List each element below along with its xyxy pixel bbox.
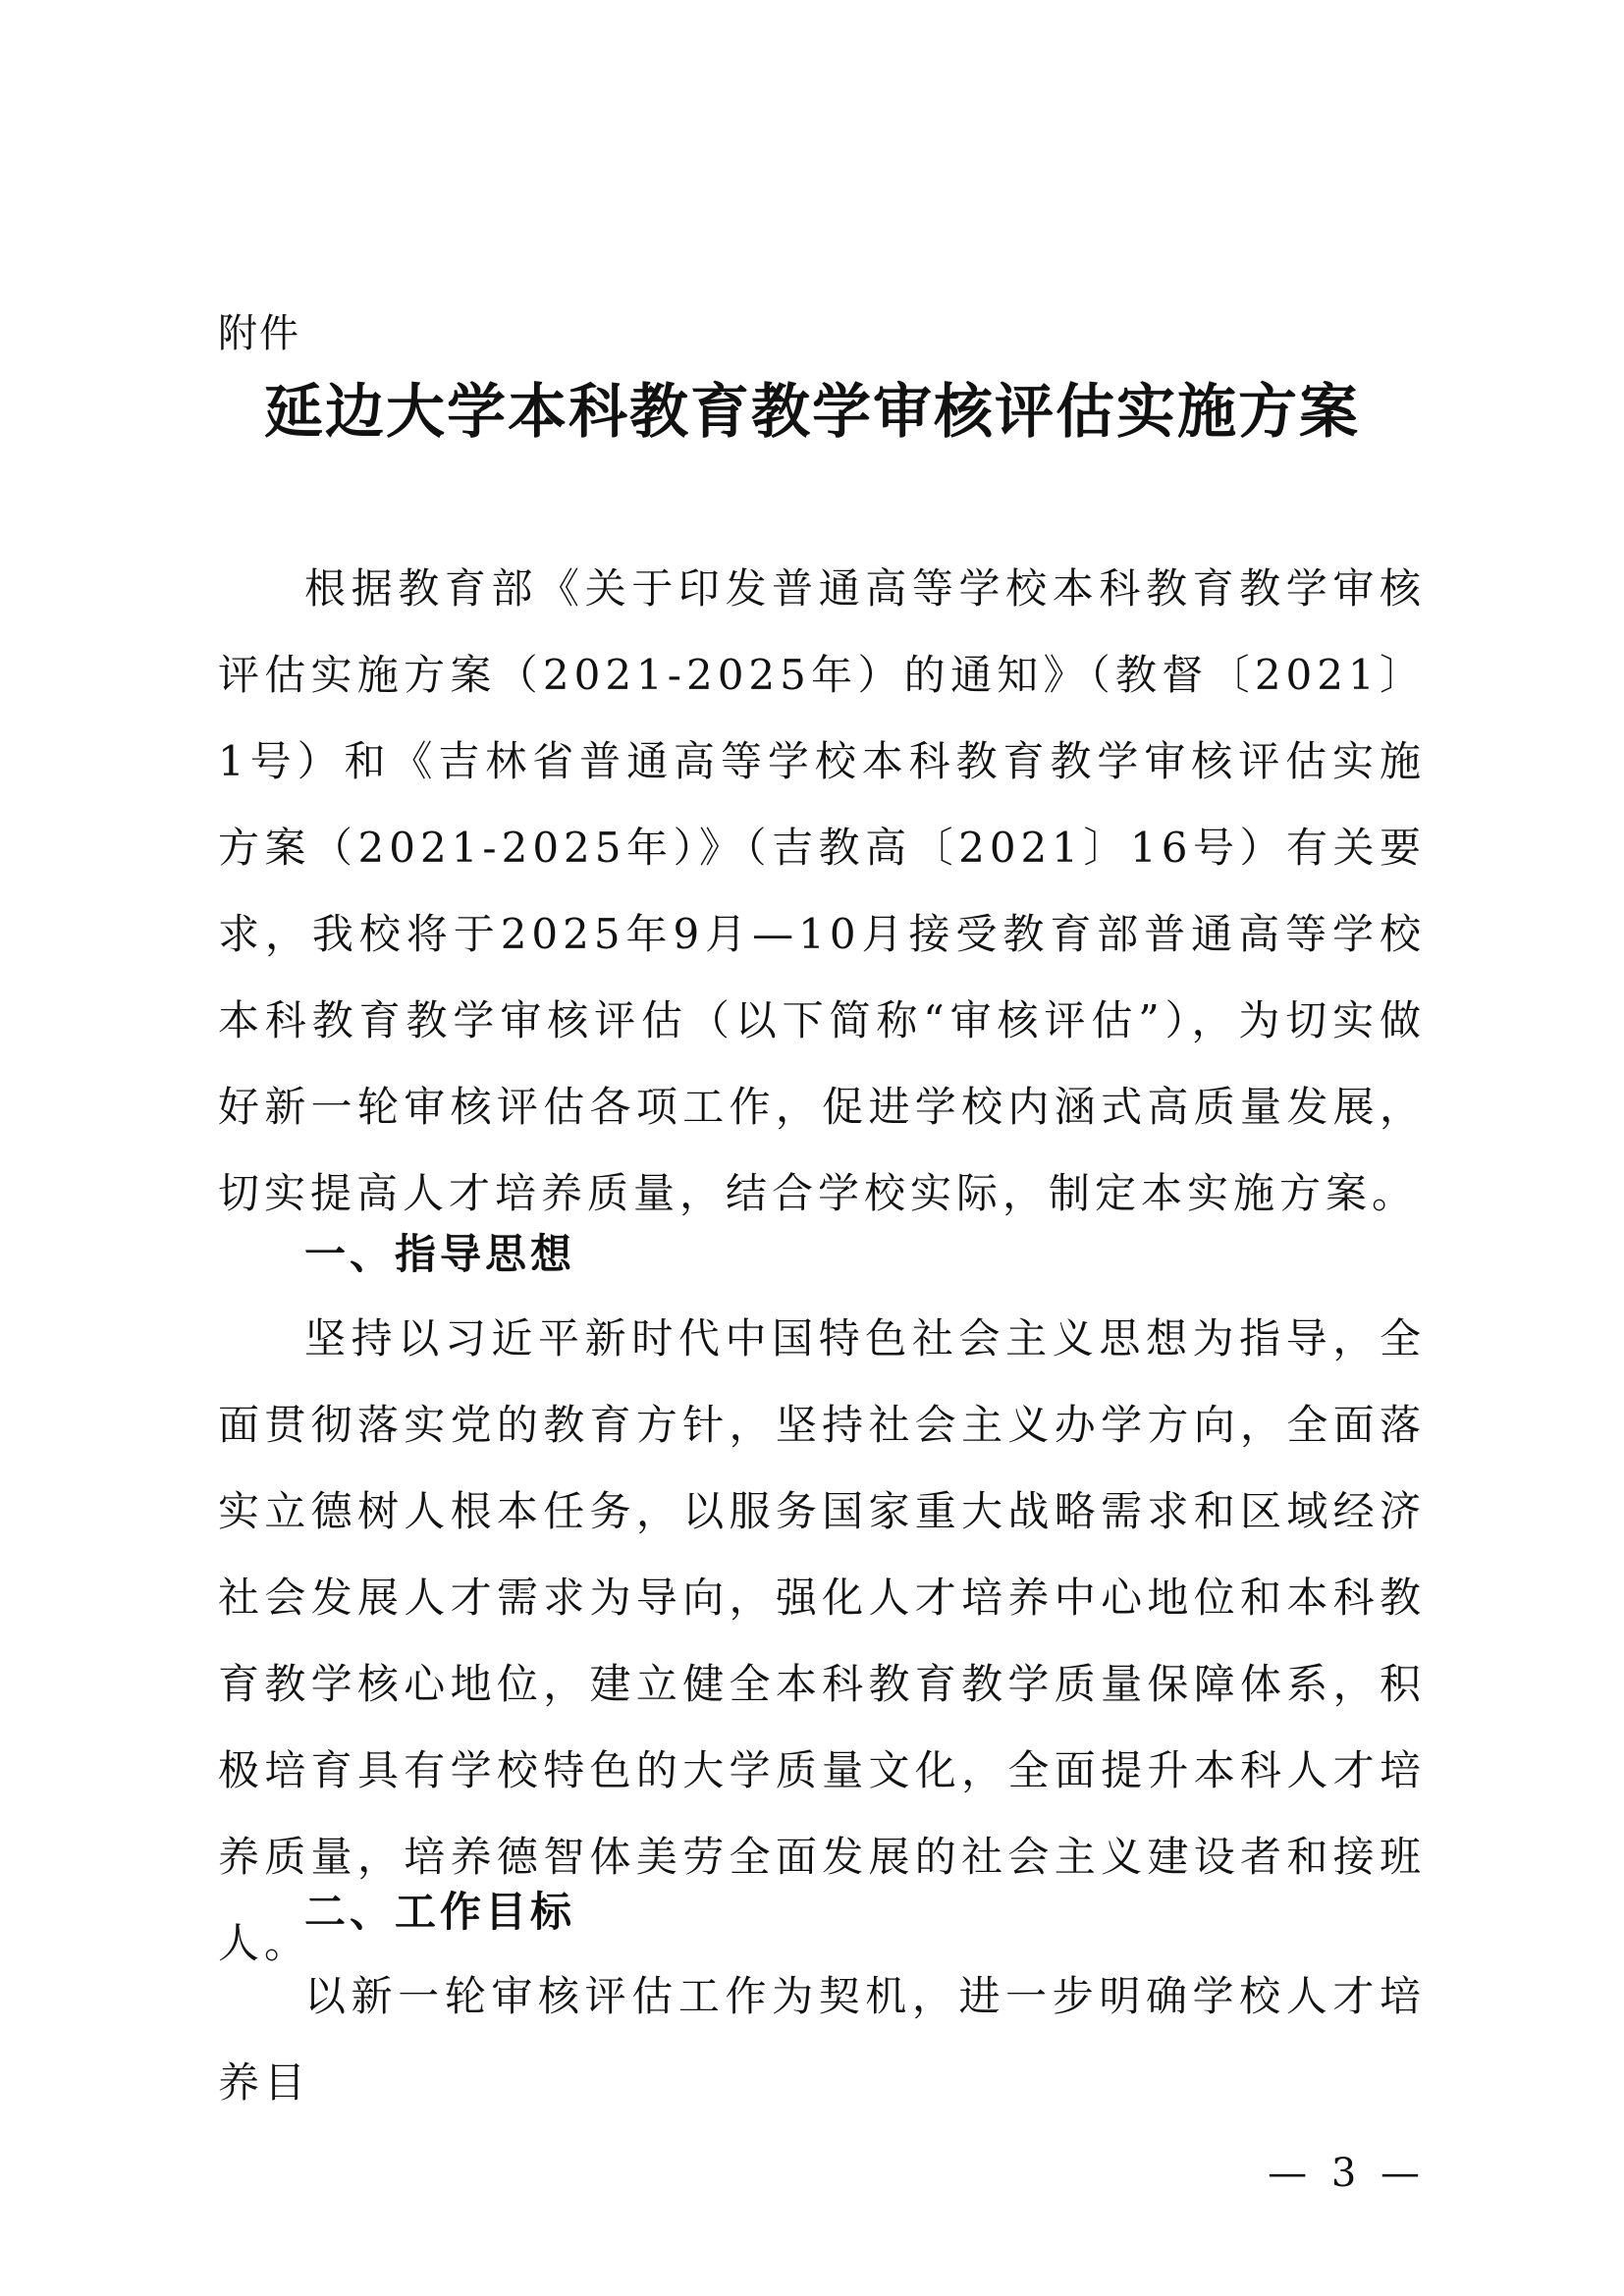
work-goals-paragraph: 以新一轮审核评估工作为契机，进一步明确学校人才培养目 (218, 1972, 1426, 2107)
document-title: 延边大学本科教育教学审核评估实施方案 (264, 378, 1360, 447)
intro-paragraph: 根据教育部《关于印发普通高等学校本科教育教学审核评估实施方案（2021-2025年）的通知》（教督〔2021〕1号）和《吉林省普通高等学校本科教育教学审核评估实施方案（2021-2025年）》（吉教高〔2021〕16号）有关要求，我校将于2025年9月—10月接受教育部普通高等学校本科教育教学审核评估（以下简称“审核评估”），为切实做好新一轮审核评估各项工作，促进学校内涵式高质量发展，切实提高人才培养质量，结合学校实际，制定本实施方案。 (218, 564, 1426, 1217)
section-heading-guiding-ideology: 一、指导思想 (304, 1230, 576, 1278)
attachment-label: 附件 (218, 311, 300, 356)
guiding-ideology-paragraph: 坚持以习近平新时代中国特色社会主义思想为指导，全面贯彻落实党的教育方针，坚持社会主义办学方向，全面落实立德树人根本任务，以服务国家重大战略需求和区域经济社会发展人才需求为导向，强化人才培养中心地位和本科教育教学核心地位，建立健全本科教育教学质量保障体系，积极培育具有学校特色的大学质量文化，全面提升本科人才培养质量，培养德智体美劳全面发展的社会主义建设者和接班人。 (218, 1314, 1426, 1967)
page-number: — 3 — (1268, 2151, 1426, 2196)
section-heading-work-goals: 二、工作目标 (304, 1888, 576, 1936)
